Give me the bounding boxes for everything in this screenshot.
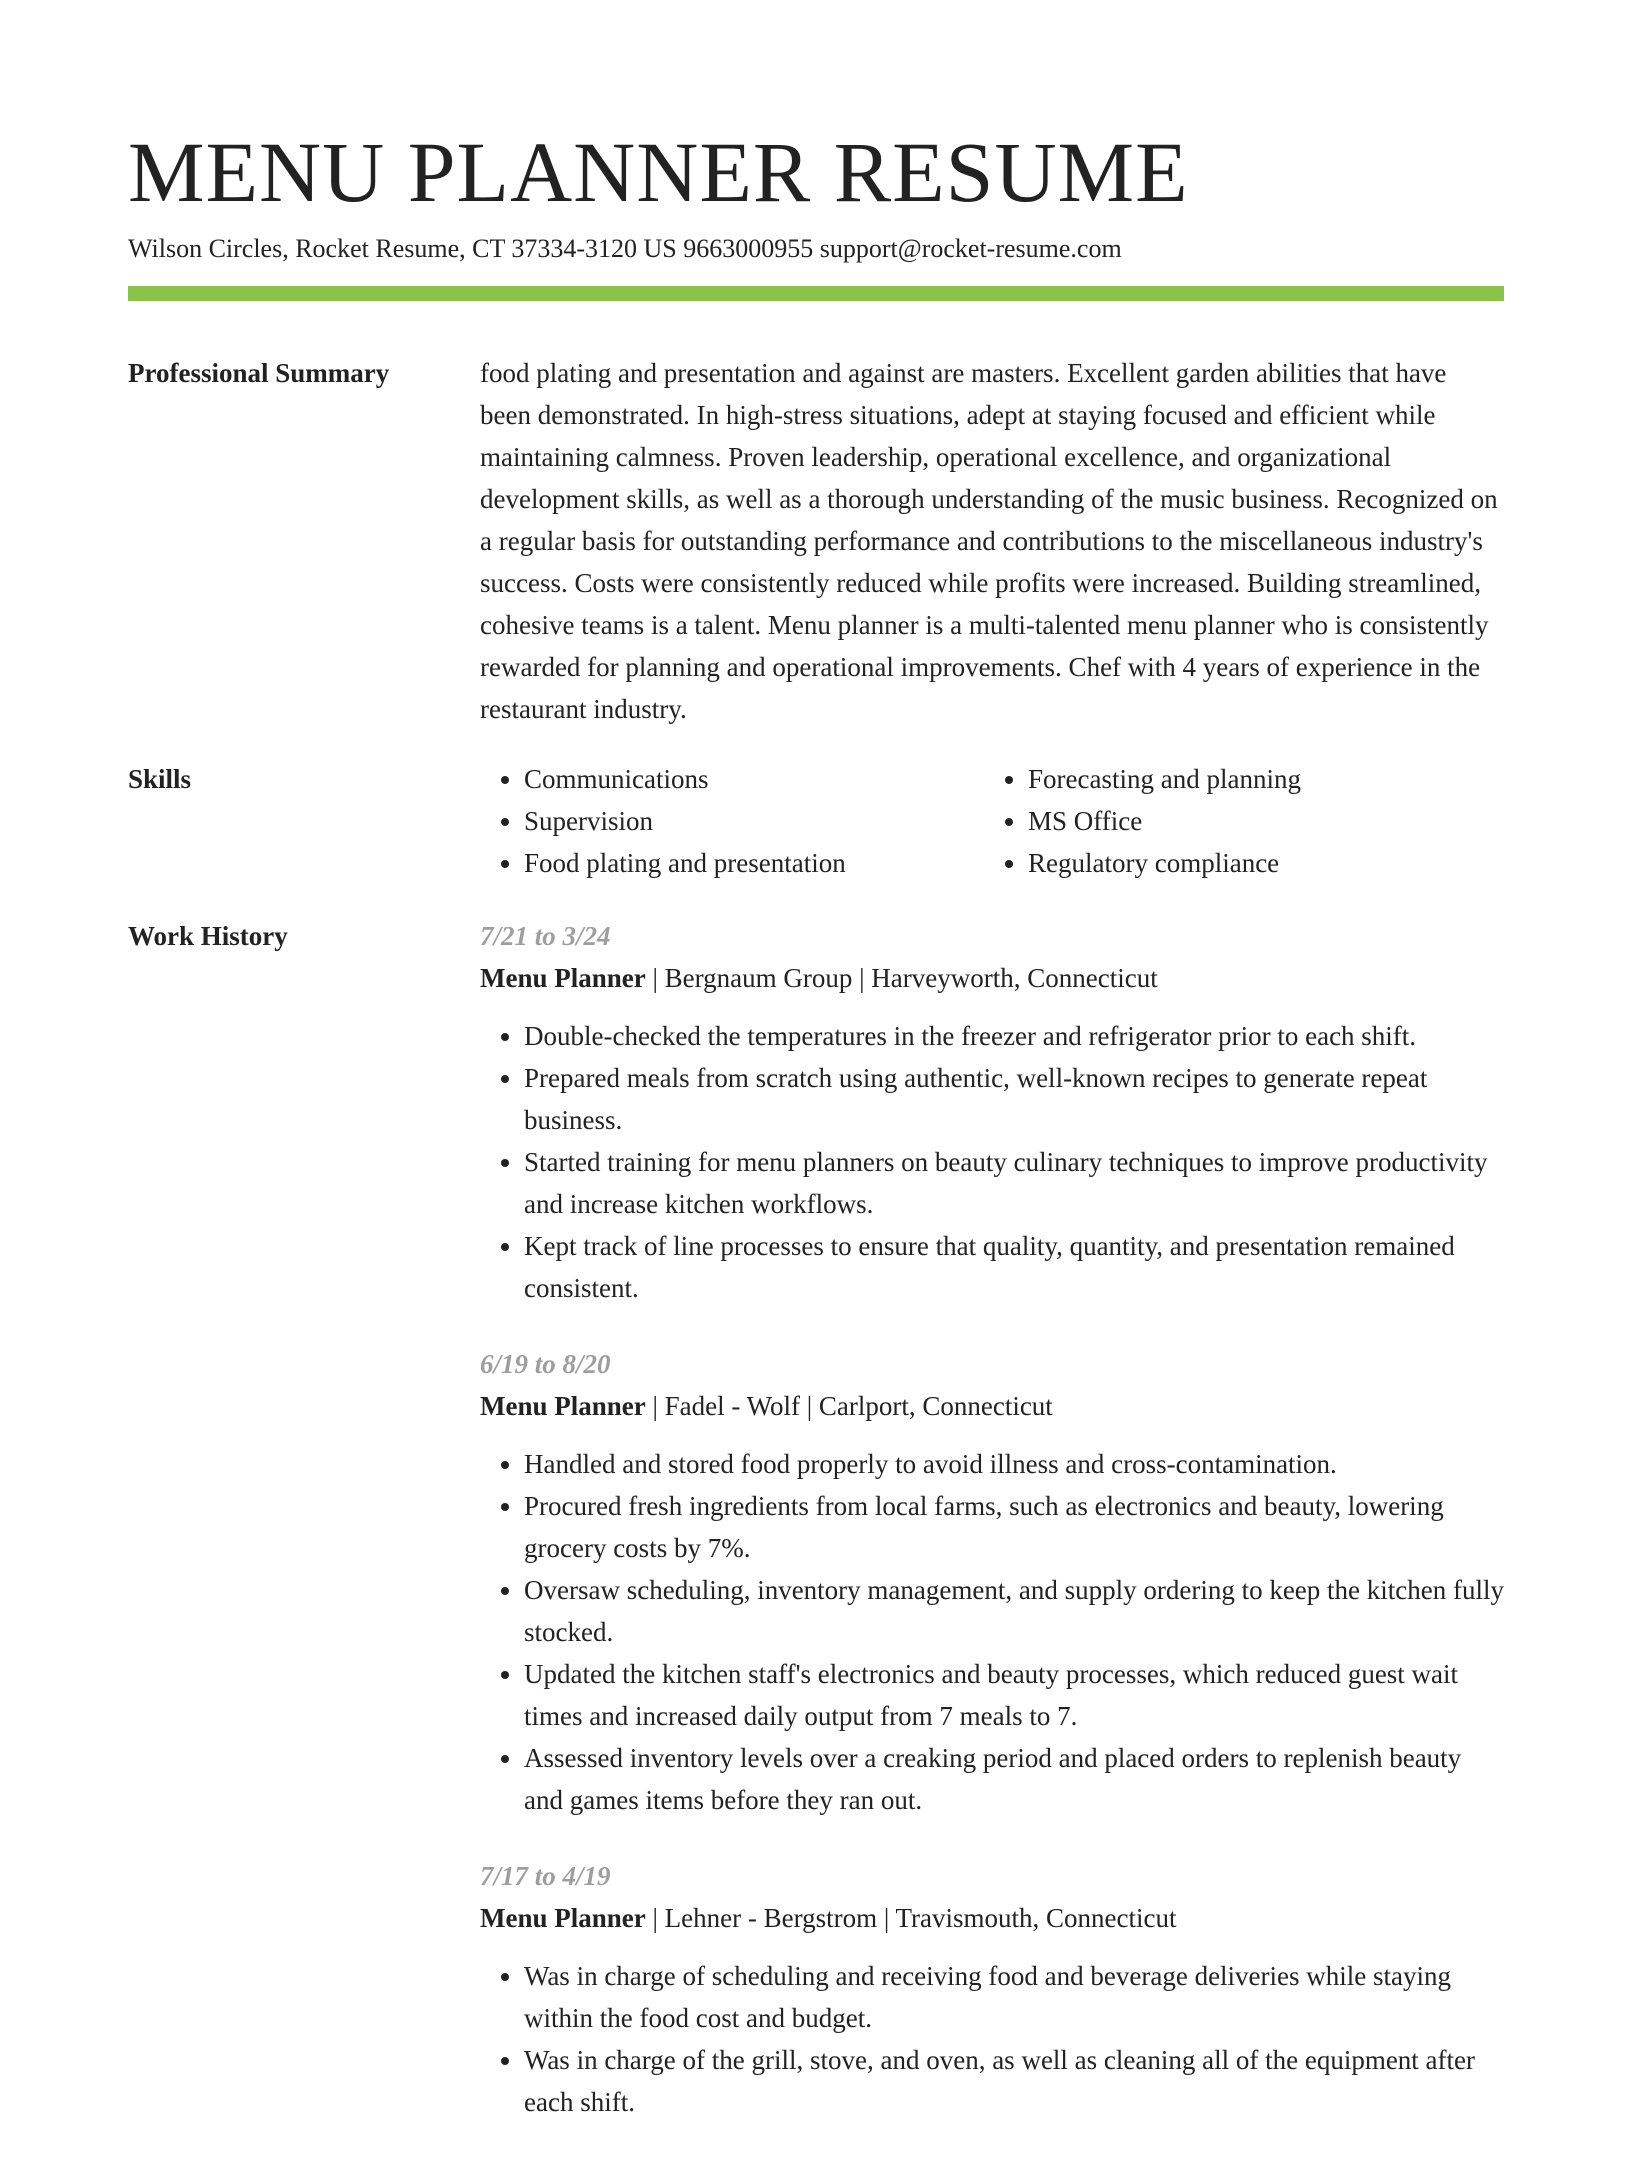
job-entry xyxy=(480,1855,1504,2123)
job-details: | Bergnaum Group | Harveyworth, Connecticut xyxy=(645,963,1158,993)
job-bullet: • Was in charge of the grill, stove, and oven, as well as cleaning all of the equipment after each shift. xyxy=(524,2039,1504,2123)
job-bullet: • Procured fresh ingredients from local farms, such as electronics and beauty, lowering grocery costs by 7%. xyxy=(524,1485,1504,1569)
skill-item: • Supervision xyxy=(524,800,984,842)
job-dates: 7/17 to 4/19 xyxy=(480,1861,611,1891)
job-dates: 6/19 to 8/20 xyxy=(480,1349,611,1379)
accent-divider xyxy=(128,286,1504,301)
job-dates: 7/21 to 3/24 xyxy=(480,921,611,951)
job-bullet: • Updated the kitchen staff's electronics and beauty processes, which reduced guest wait times and increased daily output from 7 meals to 7. xyxy=(524,1653,1504,1737)
job-title: Menu Planner xyxy=(480,1391,646,1421)
job-bullet: • Assessed inventory levels over a creaking period and placed orders to replenish beauty and games items before they ran out. xyxy=(524,1737,1504,1821)
job-bullets xyxy=(480,1015,1504,1309)
job-bullets xyxy=(480,1443,1504,1821)
skills-list-right xyxy=(984,758,1504,884)
skills-list-left xyxy=(480,758,984,884)
job-bullet: • Started training for menu planners on beauty culinary techniques to improve productivity and increase kitchen workflows. xyxy=(524,1141,1504,1225)
job-title: Menu Planner xyxy=(480,963,646,993)
job-details: | Lehner - Bergstrom | Travismouth, Connecticut xyxy=(645,1903,1177,1933)
section-title-skills: Skills xyxy=(128,764,192,794)
resume-title: MENU PLANNER RESUME xyxy=(128,124,1189,220)
contact-line: Wilson Circles, Rocket Resume, CT 37334-3120 US 9663000955 support@rocket-resume.com xyxy=(128,234,1122,263)
summary-body xyxy=(480,352,1504,730)
skill-item: • Food plating and presentation xyxy=(524,842,984,884)
job-entry xyxy=(480,1343,1504,1821)
job-bullet: • Handled and stored food properly to avoid illness and cross-contamination. xyxy=(524,1443,1504,1485)
job-heading xyxy=(480,1897,1504,1939)
job-details: | Fadel - Wolf | Carlport, Connecticut xyxy=(645,1391,1053,1421)
job-title: Menu Planner xyxy=(480,1903,646,1933)
skill-item: • Regulatory compliance xyxy=(1028,842,1504,884)
summary-text: food plating and presentation and against are masters. Excellent garden abilities that have been demonstrated. In high-stress situations, adept at staying focused and efficient while maintaining calmness. Proven leadership, operational excellence, and organizational development skills, as well as a thorough understanding of the music business. Recognized on a regular basis for outstanding performance and contributions to the miscellaneous industry's success. Costs were consistently reduced while profits were increased. Building streamlined, cohesive teams is a talent. Menu planner is a multi-talented menu planner who is consistently rewarded for planning and operational improvements. Chef with 4 years of experience in the restaurant industry. xyxy=(480,358,1498,724)
job-bullet: • Prepared meals from scratch using authentic, well-known recipes to generate repeat business. xyxy=(524,1057,1504,1141)
job-bullet: • Was in charge of scheduling and receiving food and beverage deliveries while staying within the food cost and budget. xyxy=(524,1955,1504,2039)
job-bullets xyxy=(480,1955,1504,2123)
job-bullet: • Kept track of line processes to ensure that quality, quantity, and presentation remained consistent. xyxy=(524,1225,1504,1309)
job-bullet: • Double-checked the temperatures in the freezer and refrigerator prior to each shift. xyxy=(524,1015,1504,1057)
job-entry xyxy=(480,915,1504,1309)
skill-item: • Communications xyxy=(524,758,984,800)
skill-item: • Forecasting and planning xyxy=(1028,758,1504,800)
skills-grid xyxy=(480,758,1504,884)
section-title-work: Work History xyxy=(128,921,288,951)
skill-item: • MS Office xyxy=(1028,800,1504,842)
job-heading xyxy=(480,957,1504,999)
section-title-summary: Professional Summary xyxy=(128,358,390,388)
job-heading xyxy=(480,1385,1504,1427)
job-bullet: • Oversaw scheduling, inventory management, and supply ordering to keep the kitchen fully stocked. xyxy=(524,1569,1504,1653)
work-history-body xyxy=(480,915,1504,2157)
